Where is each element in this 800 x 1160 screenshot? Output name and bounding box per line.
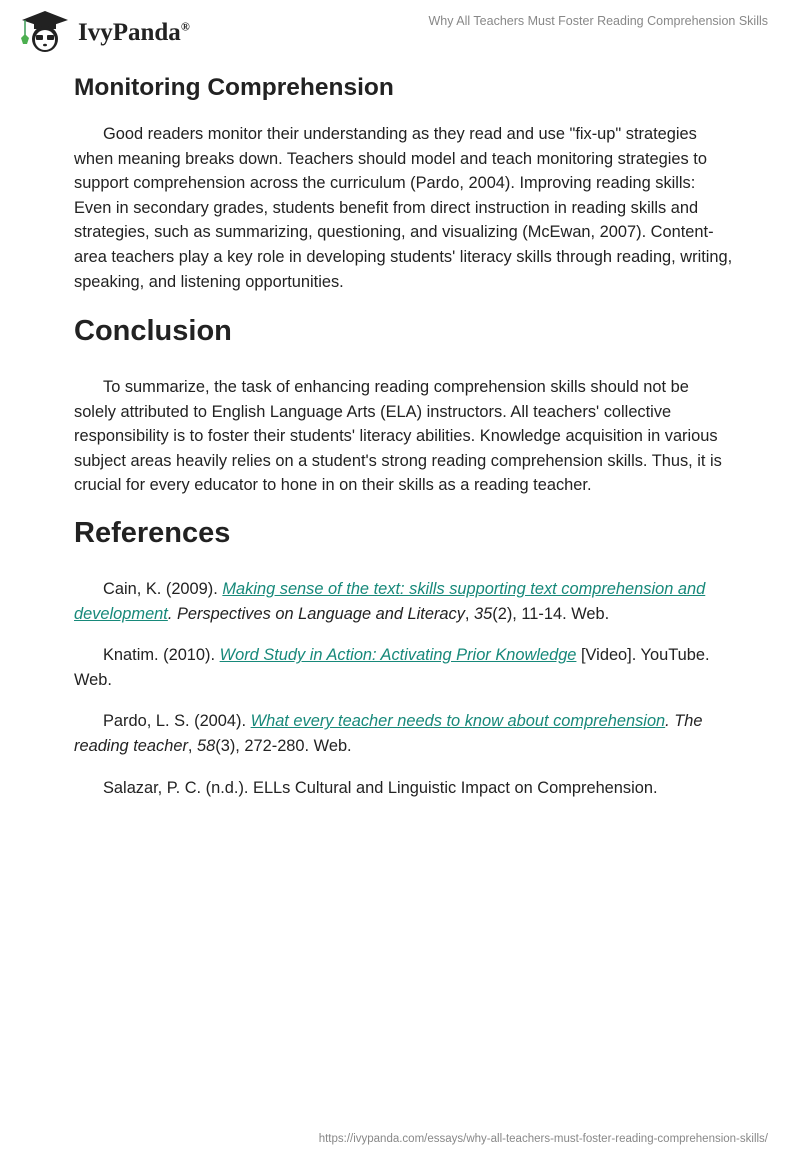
section-references — [74, 517, 734, 817]
panda-graduate-icon — [18, 8, 72, 54]
footer-url: https://ivypanda.com/essays/why-all-teachers-must-foster-reading-comprehension-skills/ — [318, 1133, 768, 1145]
paragraph: Good readers monitor their understanding as they read and use "fix-up" strategies when meaning breaks down. Teachers should model and teach monitoring strategies to support comprehension across the curriculum (Pardo, 2004). Improving reading skills: Even in secondary grades, students benefit from direct instruction in reading skills and strategies, such as summarizing, questioning, and visualizing (McEwan, 2007). Content-area teachers play a key role in developing students' literacy skills through reading, writing, speaking, and listening opportunities. — [74, 125, 733, 291]
section-monitoring — [74, 74, 734, 294]
document-title: Why All Teachers Must Foster Reading Comprehension Skills — [428, 14, 768, 28]
logo-text: IvyPanda® — [78, 19, 190, 46]
reference-link[interactable]: Making sense of the text: skills supporting text comprehension and development — [74, 580, 706, 623]
section-heading: Monitoring Comprehension — [74, 74, 394, 101]
reference-link[interactable]: Word Study in Action: Activating Prior Knowledge — [219, 646, 577, 665]
logo[interactable] — [18, 8, 190, 54]
section-conclusion — [74, 315, 734, 498]
reference-item: Salazar, P. C. (n.d.). ELLs Cultural and Linguistic Impact on Comprehension. — [103, 778, 658, 797]
section-heading: References — [74, 517, 231, 549]
reference-link[interactable]: What every teacher needs to know about comprehension — [250, 712, 666, 731]
reference-item: Knatim. (2010). Word Study in Action: Activating Prior Knowledge [Video]. YouTube. Web. — [74, 646, 710, 689]
reference-item: Cain, K. (2009). Making sense of the text: skills supporting text comprehension and development. Perspectives on Language and Literacy, 35(2), 11-14. Web. — [74, 580, 706, 623]
reference-item: Pardo, L. S. (2004). What every teacher needs to know about comprehension. The reading teacher, 58(3), 272-280. Web. — [74, 712, 703, 755]
paragraph: To summarize, the task of enhancing reading comprehension skills should not be solely attributed to English Language Arts (ELA) instructors. All teachers' collective responsibility is to foster their students' literacy abilities. Knowledge acquisition in various subject areas heavily relies on a student's strong reading comprehension skills. Thus, it is crucial for every educator to hone in on their skills as a reading teacher. — [74, 378, 722, 495]
section-heading: Conclusion — [74, 315, 232, 347]
